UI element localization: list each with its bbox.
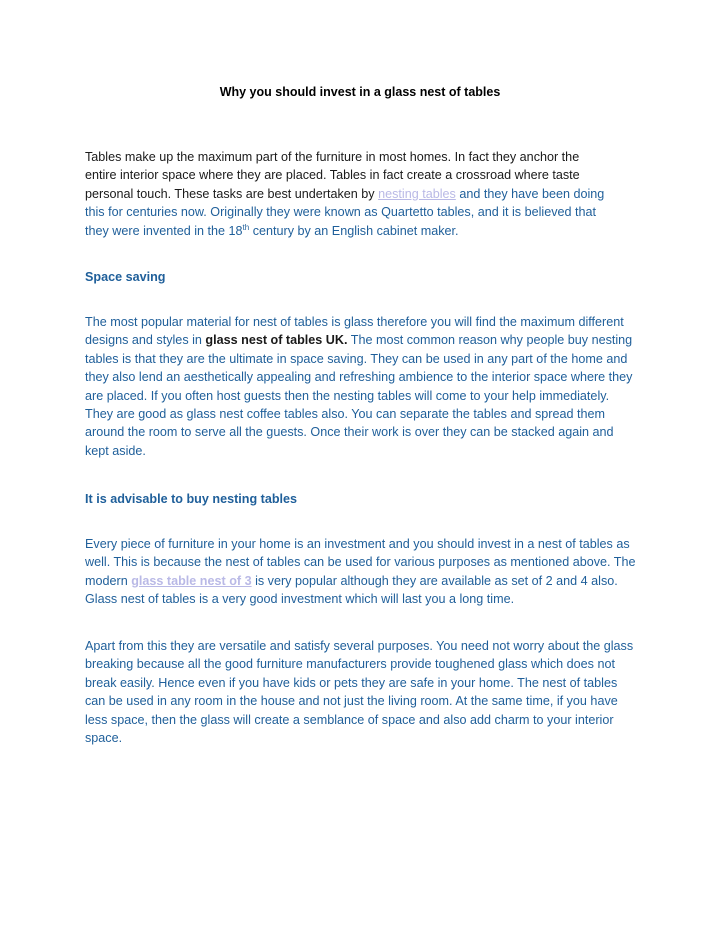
glass-table-nest-of-3-link[interactable]: glass table nest of 3 — [131, 573, 252, 588]
document-title: Why you should invest in a glass nest of tables — [219, 85, 501, 99]
space-saving-paragraph — [85, 313, 640, 460]
space-saving-text-end: The most common reason why people buy nesting tables is that they are the ultimate in space saving. They can be used in any part of the home and they also lend an aesthetically appealing and refreshing ambience to the interior space where they are placed. If you often host guests then the nesting tables will come to your help immediately. They are good as glass nest coffee tables also. You can separate the tables and spread them around the room to serve all the guests. Once their work is over they can be stacked again and kept aside. — [85, 333, 633, 458]
versatility-paragraph: Apart from this they are versatile and satisfy several purposes. You need not worry about the glass breaking because all the good furniture manufacturers provide toughened glass which does not break easily. Hence even if you have kids or pets they are safe in your home. The nest of tables can be used in any room in the house and not just the living room. At the same time, if you have less space, then the glass will create a semblance of space and also add charm to your interior space. — [85, 639, 634, 746]
investment-text-end: is very popular although they are available as set of 2 and 4 also. Glass nest of tables is a very good investment which will last you a long time. — [85, 573, 618, 607]
intro-line-4: this for centuries now. Originally they were known as Quartetto tables, and it is believed that — [85, 205, 597, 220]
intro-line-3-start: personal touch. These tasks are best undertaken by — [85, 186, 379, 201]
intro-line-5-end: century by an English cabinet maker. — [249, 223, 459, 238]
investment-paragraph — [85, 535, 640, 609]
ordinal-suffix: th — [242, 222, 250, 232]
glass-nest-uk-bold: glass nest of tables UK. — [205, 333, 348, 348]
investment-text-start: Every piece of furniture in your home is an investment and you should invest in a nest of tables as well. This is because the nest of tables can be used for various purposes as mentioned above. The modern — [85, 537, 636, 588]
intro-paragraph — [85, 148, 640, 240]
section-heading-space-saving: Space saving — [85, 270, 166, 284]
section-heading-advisable: It is advisable to buy nesting tables — [85, 492, 298, 506]
intro-line-1: Tables make up the maximum part of the furniture in most homes. In fact they anchor the — [85, 150, 580, 164]
nesting-tables-link[interactable]: nesting tables — [378, 186, 456, 201]
space-saving-text-start: The most popular material for nest of tables is glass therefore you will find the maximum different designs and styles in — [85, 315, 624, 348]
intro-line-5-start: they were invented in the 18 — [85, 223, 243, 238]
intro-line-3-end: and they have been doing — [455, 186, 605, 201]
intro-line-2: entire interior space where they are placed. Tables in fact create a crossroad where taste — [85, 168, 580, 183]
